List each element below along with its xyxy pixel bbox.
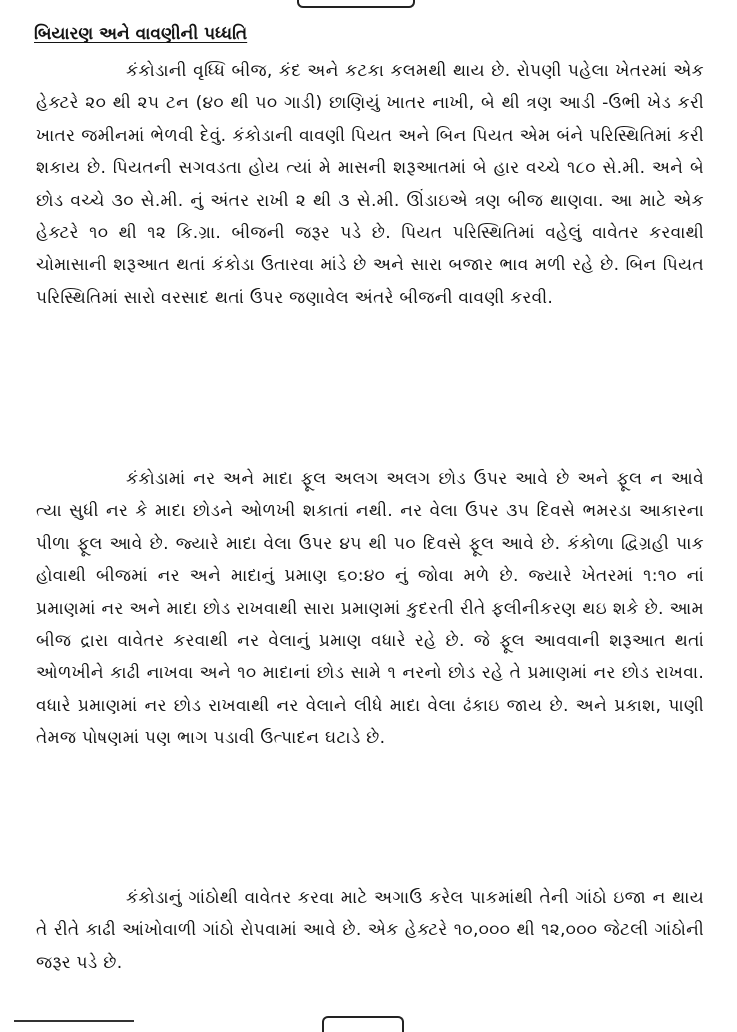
bottom-rule-decoration [14, 1020, 134, 1022]
section-heading: બિયારણ અને વાવણીની પધ્ધતિ [34, 24, 248, 44]
page-bottom-tab-decoration [322, 1016, 404, 1032]
page-top-tab-decoration [297, 0, 415, 8]
paragraph-seed-sowing: કંકોડાની વૃધ્ધિ બીજ, કંદ અને કટકા કલમથી થાય છે. રોપણી પહેલા ખેતરમાં એક હેક્ટરે ૨૦ થી ૨૫ ટન (૪૦ થી ૫૦ ગાડી) છાણિયું ખાતર નાખી, બે થી ત્રણ આડી -ઉભી ખેડ કરી ખાતર જમીનમાં ભેળવી દેવું. કંકોડાની વાવણી પિયત અને બિન પિયત એમ બંને પરિસ્થિતિમાં કરી શકાય છે. પિયતની સગવડતા હોય ત્યાં મે માસની શરૂઆતમાં બે હાર વચ્ચે ૧૮૦ સે.મી. અને બે છોડ વચ્ચે ૩૦ સે.મી. નું અંતર રાખી ૨ થી ૩ સે.મી. ઊંડાઇએ ત્રણ બીજ થાણવા. આ માટે એક હેક્ટરે ૧૦ થી ૧૨ કિ.ગ્રા. બીજની જરૂર પડે છે. પિયત પરિસ્થિતિમાં વહેલું વાવેતર કરવાથી ચોમાસાની શરૂઆત થતાં કંકોડા ઉતારવા માંડે છે અને સારા બજાર ભાવ મળી રહે છે. બિન પિયત પરિસ્થિતિમાં સારો વરસાદ થતાં ઉપર જણાવેલ અંતરે બીજની વાવણી કરવી. [36, 61, 704, 308]
paragraph-tuber-planting: કંકોડાનું ગાંઠોથી વાવેતર કરવા માટે અગાઉ કરેલ પાકમાંથી તેની ગાંઠો ઇજા ન થાય તે રીતે કાઢી આંખોવાળી ગાંઠો રોપવામાં આવે છે. એક હેક્ટરે ૧૦,૦૦૦ થી ૧૨,૦૦૦ જેટલી ગાંઠોની જરૂર પડે છે. [36, 888, 704, 973]
paragraph-male-female-plants: કંકોડામાં નર અને માદા ફૂલ અલગ અલગ છોડ ઉપર આવે છે અને ફૂલ ન આવે ત્યા સુધી નર કે માદા છોડને ઓળખી શકાતાં નથી. નર વેલા ઉપર ૩૫ દિવસે ભમરડા આકારના પીળા ફૂલ આવે છે. જ્યારે માદા વેલા ઉપર ૪૫ થી ૫૦ દિવસે ફૂલ આવે છે. કંકોળા દ્વિગ્રહી પાક હોવાથી બીજમાં નર અને માદાનું પ્રમાણ ૬૦:૪૦ નું જોવા મળે છે. જ્યારે ખેતરમાં ૧:૧૦ નાં પ્રમાણમાં નર અને માદા છોડ રાખવાથી સારા પ્રમાણમાં કુદરતી રીતે ફલીનીકરણ થઇ શકે છે. આમ બીજ દ્રારા વાવેતર કરવાથી નર વેલાનું પ્રમાણ વધારે રહે છે. જે ફૂલ આવવાની શરૂઆત થતાં ઓળખીને કાઢી નાખવા અને ૧૦ માદાનાં છોડ સામે ૧ નરનો છોડ રહે તે પ્રમાણમાં નર છોડ રાખવા. વધારે પ્રમાણમાં નર છોડ રાખવાથી નર વેલાને લીધે માદા વેલા ઢંકાઇ જાય છે. અને પ્રકાશ, પાણી તેમજ પોષણમાં પણ ભાગ પડાવી ઉત્પાદન ઘટાડે છે. [36, 469, 704, 749]
